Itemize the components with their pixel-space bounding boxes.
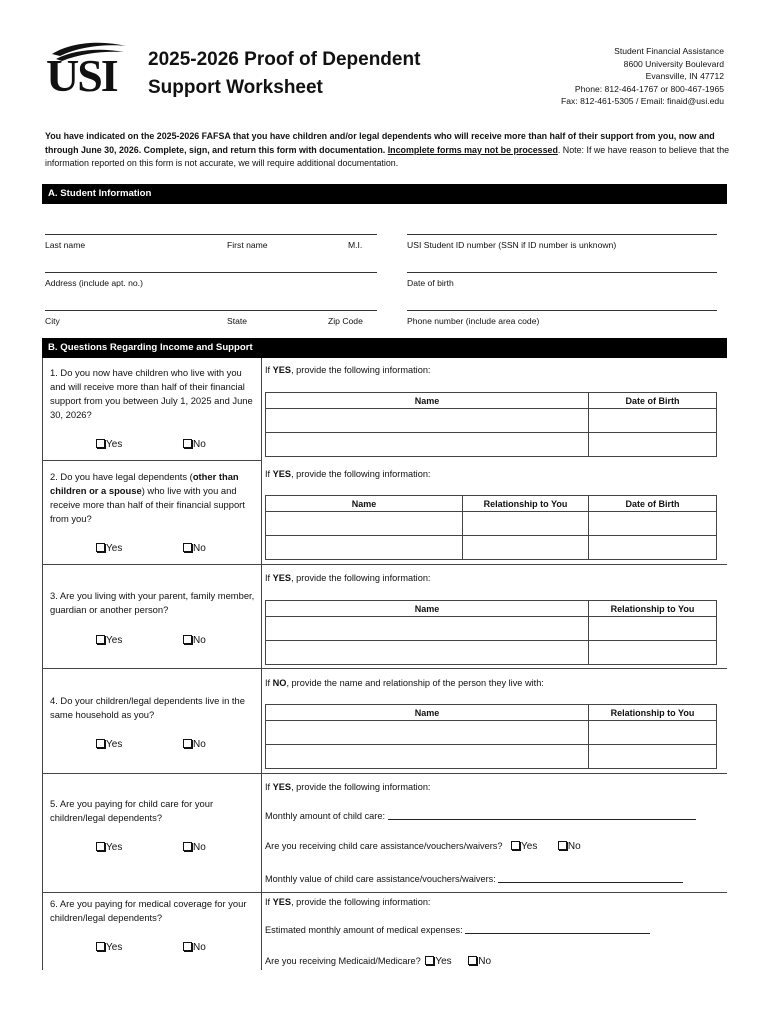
estimated-medical-label: Estimated monthly amount of medical expenses: — [265, 925, 463, 935]
table-cell[interactable] — [589, 433, 717, 457]
col-name-header: Name — [266, 705, 589, 721]
city-label: City — [45, 316, 60, 326]
q3-table — [265, 600, 717, 665]
checkbox-icon — [183, 635, 192, 644]
contact-line: Evansville, IN 47712 — [645, 71, 724, 82]
table-cell[interactable] — [266, 512, 463, 536]
contact-line: Phone: 812-464-1767 or 800-467-1965 — [574, 83, 724, 94]
col-dob-header: Date of Birth — [589, 393, 717, 409]
assist-value-input[interactable] — [498, 882, 683, 883]
address-label: Address (include apt. no.) — [45, 278, 143, 288]
student-id-field[interactable] — [407, 234, 717, 235]
q5-assist-value-row — [265, 874, 683, 884]
table-cell[interactable] — [589, 641, 717, 665]
title-line-1: 2025-2026 Proof of Dependent — [148, 49, 421, 70]
title-line-2: Support Worksheet — [148, 77, 323, 98]
question-1-text: 1. Do you now have children who live with you and will receive more than half of their financial support from you between July 1, 2025 and June 30, 2026? — [50, 367, 253, 420]
checkbox-icon — [96, 739, 105, 748]
question-4-text: 4. Do your children/legal dependents live in the same household as you? — [50, 695, 245, 720]
state-label: State — [227, 316, 248, 326]
intro-rest: . Note: If we have reason to believe that the information reported on this form is not accurate, we will require additional documentation. — [45, 144, 730, 169]
section-b-divider — [261, 358, 262, 970]
table-cell[interactable] — [266, 641, 589, 665]
question-5-text: 5. Are you paying for child care for your children/legal dependents? — [50, 798, 214, 823]
table-cell[interactable] — [266, 721, 589, 745]
q2-table — [265, 495, 717, 560]
assist-value-label: Monthly value of child care assistance/vouchers/waivers: — [265, 874, 496, 884]
question-6-text: 6. Are you paying for medical coverage for your children/legal dependents? — [50, 898, 247, 923]
medicaid-no-checkbox[interactable]: No — [468, 956, 491, 967]
q6-yes-checkbox[interactable]: Yes — [96, 942, 122, 953]
q1-yes-checkbox[interactable]: Yes — [96, 439, 122, 450]
q2-no-checkbox[interactable]: No — [183, 543, 206, 554]
checkbox-icon — [183, 739, 192, 748]
question-3-text: 3. Are you living with your parent, family member, guardian or another person? — [50, 590, 255, 615]
q4-table — [265, 704, 717, 769]
assist-question: Are you receiving child care assistance/vouchers/waivers? — [265, 841, 503, 851]
q1-no-checkbox[interactable]: No — [183, 439, 206, 450]
contact-block — [561, 45, 724, 108]
q1-table — [265, 392, 717, 457]
question-2-text: 2. Do you have legal dependents (other than children or a spouse) who live with you and receive more than half of their financial support from you? — [50, 471, 245, 524]
checkbox-icon — [183, 942, 192, 951]
checkbox-icon — [183, 439, 192, 448]
checkbox-icon — [511, 841, 520, 850]
name-field[interactable] — [45, 234, 377, 235]
student-id-label: USI Student ID number (SSN if ID number is unknown) — [407, 240, 617, 250]
col-dob-header: Date of Birth — [589, 496, 717, 512]
checkbox-icon — [425, 956, 434, 965]
col-relationship-header: Relationship to You — [589, 705, 717, 721]
estimated-medical-input[interactable] — [465, 933, 650, 934]
section-a-header: A. Student Information — [42, 184, 727, 204]
table-cell[interactable] — [266, 433, 589, 457]
contact-line: Fax: 812-461-5305 / Email: finaid@usi.edu — [560, 96, 724, 107]
col-name-header: Name — [266, 601, 589, 617]
section-b-header: B. Questions Regarding Income and Support — [42, 338, 727, 358]
q5-yes-checkbox[interactable]: Yes — [96, 842, 122, 853]
section-b-left-border — [42, 358, 43, 970]
q5-no-checkbox[interactable]: No — [183, 842, 206, 853]
table-cell[interactable] — [589, 745, 717, 769]
medicaid-question: Are you receiving Medicaid/Medicare? — [265, 956, 421, 966]
checkbox-icon — [96, 543, 105, 552]
q5-monthly-row — [265, 811, 696, 821]
checkbox-icon — [183, 842, 192, 851]
table-cell[interactable] — [266, 536, 463, 560]
address-field[interactable] — [45, 272, 377, 273]
q6-medicaid-row — [265, 956, 491, 967]
intro-paragraph — [45, 130, 730, 171]
contact-line: Student Financial Assistance — [614, 46, 724, 56]
table-cell[interactable] — [589, 512, 717, 536]
table-cell[interactable] — [589, 617, 717, 641]
mi-label: M.I. — [348, 240, 363, 250]
checkbox-icon — [96, 635, 105, 644]
row-divider — [42, 564, 727, 565]
dob-field[interactable] — [407, 272, 717, 273]
intro-bold: You have indicated on the 2025-2026 FAFSA that you have children and/or legal dependents who will receive more than half of their support from you, now and through June 30, 2026. Complete, sign, and return this form with documentation. — [45, 131, 715, 155]
medicaid-yes-checkbox[interactable]: Yes — [425, 956, 451, 967]
checkbox-icon — [96, 439, 105, 448]
intro-underline: Incomplete forms may not be processed — [387, 144, 558, 155]
q3-no-checkbox[interactable]: No — [183, 635, 206, 646]
row-divider — [42, 460, 262, 461]
row-divider — [42, 892, 727, 893]
checkbox-icon — [96, 842, 105, 851]
q4-no-checkbox[interactable]: No — [183, 739, 206, 750]
row-divider — [42, 773, 727, 774]
table-cell[interactable] — [463, 536, 589, 560]
zip-label: Zip Code — [328, 316, 363, 326]
col-relationship-header: Relationship to You — [589, 601, 717, 617]
logo-text: USI — [46, 50, 117, 101]
checkbox-icon — [96, 942, 105, 951]
q4-yes-checkbox[interactable]: Yes — [96, 739, 122, 750]
phone-label: Phone number (include area code) — [407, 316, 540, 326]
col-name-header: Name — [266, 496, 463, 512]
last-name-label: Last name — [45, 240, 86, 250]
monthly-childcare-label: Monthly amount of child care: — [265, 811, 386, 821]
q5-assist-row — [265, 841, 581, 852]
q3-yes-checkbox[interactable]: Yes — [96, 635, 122, 646]
col-relationship-header: Relationship to You — [463, 496, 589, 512]
city-field[interactable] — [45, 310, 377, 311]
q2-yes-checkbox[interactable]: Yes — [96, 543, 122, 554]
table-cell[interactable] — [589, 409, 717, 433]
contact-line: 8600 University Boulevard — [623, 58, 724, 69]
table-cell[interactable] — [589, 721, 717, 745]
q6-no-checkbox[interactable]: No — [183, 942, 206, 953]
row-divider — [42, 668, 727, 669]
dob-label: Date of birth — [407, 278, 454, 288]
monthly-childcare-input[interactable] — [388, 819, 696, 820]
table-cell[interactable] — [266, 617, 589, 641]
table-cell[interactable] — [463, 512, 589, 536]
phone-field[interactable] — [407, 310, 717, 311]
col-name-header: Name — [266, 393, 589, 409]
checkbox-icon — [558, 841, 567, 850]
table-cell[interactable] — [266, 745, 589, 769]
q6-instruction: If YES, provide the following information: — [265, 897, 431, 907]
q3-instruction: If YES, provide the following information: — [265, 573, 431, 583]
assist-yes-checkbox[interactable]: Yes — [511, 841, 537, 852]
q1-instruction: If YES, provide the following information: — [265, 365, 431, 375]
q5-instruction: If YES, provide the following information: — [265, 782, 431, 792]
checkbox-icon — [468, 956, 477, 965]
q6-estimated-row — [265, 925, 650, 935]
table-cell[interactable] — [589, 536, 717, 560]
checkbox-icon — [183, 543, 192, 552]
first-name-label: First name — [227, 240, 268, 250]
q4-instruction: If NO, provide the name and relationship of the person they live with: — [265, 678, 544, 688]
table-cell[interactable] — [266, 409, 589, 433]
assist-no-checkbox[interactable]: No — [558, 841, 581, 852]
page-title — [148, 46, 420, 102]
q2-instruction: If YES, provide the following information: — [265, 469, 431, 479]
